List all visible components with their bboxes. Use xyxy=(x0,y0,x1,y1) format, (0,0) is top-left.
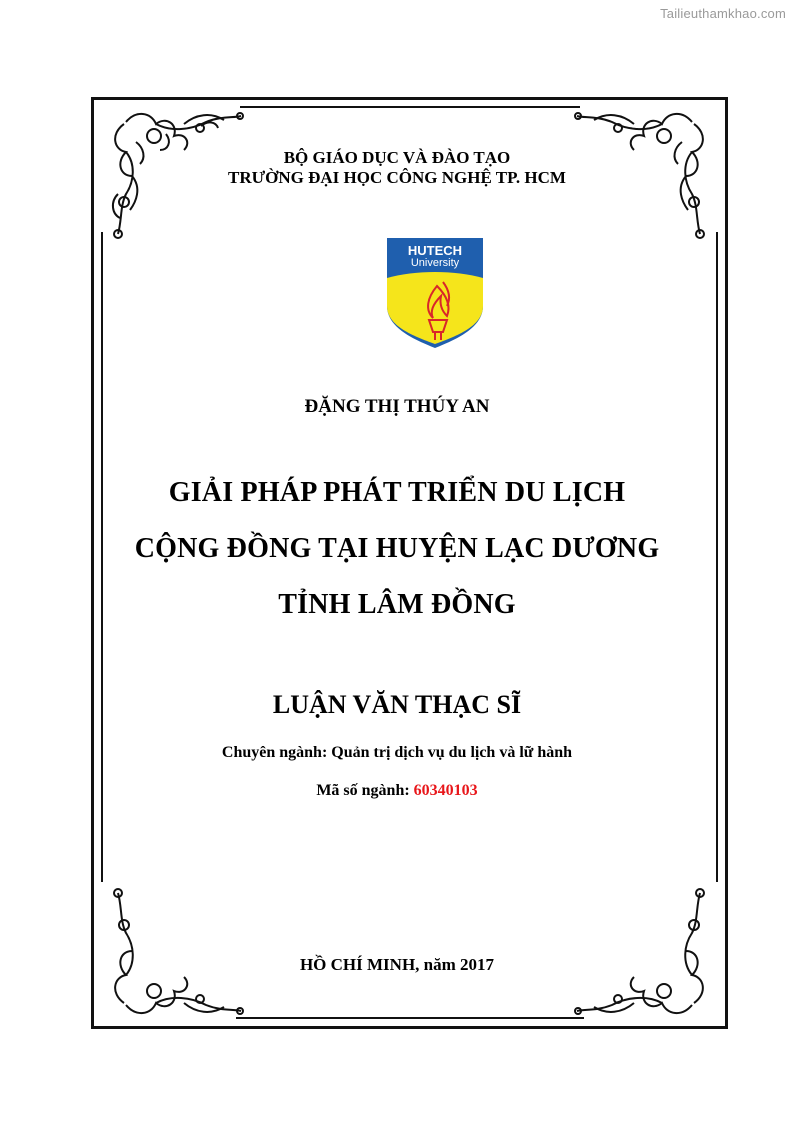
logo-text-hutech: HUTECH xyxy=(407,243,463,258)
school-name: TRƯỜNG ĐẠI HỌC CÔNG NGHỆ TP. HCM xyxy=(228,168,566,187)
logo-text-university: University xyxy=(410,257,460,269)
thesis-title-line-2: CỘNG ĐỒNG TẠI HUYỆN LẠC DƯƠNG xyxy=(134,533,660,564)
degree-type: LUẬN VĂN THẠC SĨ xyxy=(272,690,522,719)
thesis-title-line-3: TỈNH LÂM ĐỒNG xyxy=(278,589,516,620)
author-name: ĐẶNG THỊ THÚY AN xyxy=(304,396,490,417)
major-code-value: 60340103 xyxy=(413,782,478,799)
ornament-corner-bottom-right-icon xyxy=(572,880,722,1025)
major-value: Quản trị dịch vụ du lịch và lữ hành xyxy=(331,744,573,761)
thesis-title-line-1: GIẢI PHÁP PHÁT TRIỂN DU LỊCH xyxy=(168,477,626,508)
ministry-name: BỘ GIÁO DỤC VÀ ĐÀO TẠO xyxy=(283,148,511,167)
place-and-year: HỒ CHÍ MINH, năm 2017 xyxy=(299,955,495,974)
watermark: Tailieuthamkhao.com xyxy=(660,6,786,21)
major-code-label: Mã số ngành: xyxy=(316,782,410,799)
inner-border-top xyxy=(240,106,580,108)
inner-border-bottom xyxy=(236,1017,584,1019)
major-label: Chuyên ngành: xyxy=(221,744,328,761)
major-code-line xyxy=(0,782,794,800)
ornament-corner-bottom-left-icon xyxy=(96,880,246,1025)
major-line xyxy=(0,744,794,762)
